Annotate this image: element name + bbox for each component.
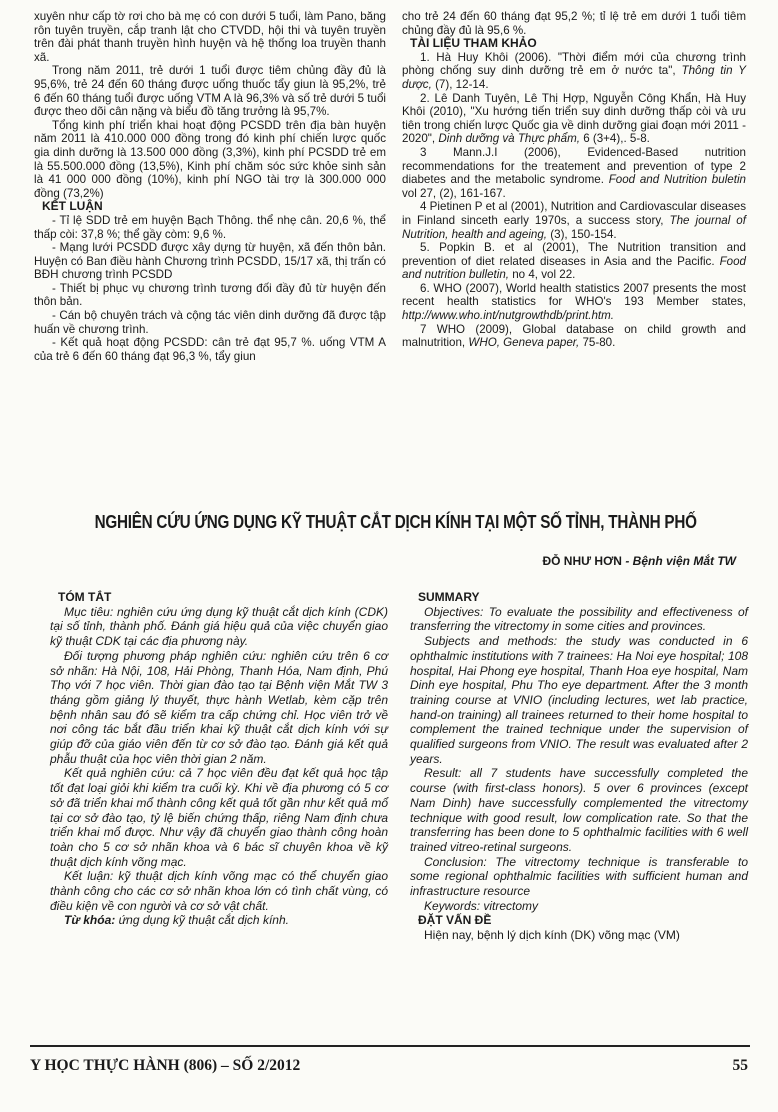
intro-paragraph: Hiện nay, bệnh lý dịch kính (DK) võng mạc (VM) xyxy=(424,928,680,943)
article-title: NGHIÊN CỨU ỨNG DỤNG KỸ THUẬT CẮT DỊCH KÍNH TẠI MỘT SỐ TỈNH, THÀNH PHỐ xyxy=(94,511,697,532)
abstract-paragraph: Objectives: To evaluate the possibility and effectiveness of transferring the vitrectomy in some cities and provinces. xyxy=(410,604,748,634)
abstract-paragraph: Đối tượng phương pháp nghiên cứu: nghiên cứu trên 6 cơ sở nhãn: Hà Nội, 108, Hải Phòng, Thanh Hóa, Nam định, Phú Thọ với 7 học viên. Thời gian đào tạo tại Bệnh viện Mắt TW 3 tháng gồm giảng lý thuyết, thực hành Wetlab, kèm cặp trên bệnh nhân sau đó sẽ kiểm tra cấp chứng chỉ. Học viên trở về nơi công tác bắt đầu triển khai kỹ thuật cắt dịch kính với sự giúp đỡ của giáo viên đến từ cơ sở đào tạo. Đánh giá kết quả phẫu thuật của học viên thời gian 2 năm. xyxy=(50,648,388,766)
footer-divider xyxy=(30,1045,750,1047)
abstract-paragraph: Subjects and methods: the study was conducted in 6 ophthalmic institutions with 7 trainees: Ha Noi eye hospital; 108 hospital, Hai Phong eye hospital, Thanh Hoa eye hospital, Nam Dinh eye hospital, Phu Tho eye department. After the 3 month training course at VNIO (including lectures, wet lab practice, hand-on training) all trainees returned to their home hospital to complement the trained technique under the supervision of qualified surgeons from VNIO. The result was evaluated after 2 years. xyxy=(410,634,748,766)
abstract-paragraph: Result: all 7 students have successfully completed the course (with first-class honors). 5 over 6 provinces (except Nam Dinh) have successfully complemented the vitrectomy technique with good result, low complication rate. So that the transferring has been done to 5 ophthalmic facilities with 6 well trained vitreo-retinal surgeons. xyxy=(410,766,748,854)
reference-link: http://www.who.int/nutgrowthdb/print.htm. xyxy=(402,309,615,323)
top-left-column xyxy=(34,10,386,363)
author-name: ĐỖ NHƯ HƠN xyxy=(542,554,622,568)
reference-item: 1. Hà Huy Khôi (2006). "Thời điểm mới của chương trình phòng chống suy dinh dưỡng trẻ em ở nước ta", Thông tin Y dược, (7), 12-14. xyxy=(402,50,746,91)
conclusion-item: - Thiết bị phục vụ chương trình tương đối đầy đủ từ huyện đến thôn bản. xyxy=(34,281,386,309)
journal-name: Y HỌC THỰC HÀNH (806) – SỐ 2/2012 xyxy=(30,1057,301,1074)
conclusion-item: - Tỉ lệ SDD trẻ em huyện Bạch Thông. thể nhẹ cân. 20,6 %, thể thấp còi: 37,8 %; thể gầy còm: 9,6 %. xyxy=(34,213,386,241)
byline xyxy=(542,554,736,568)
page-number: 55 xyxy=(732,1057,748,1074)
reference-item: 3 Mann.J.I (2006), Evidenced-Based nutrition recommendations for the treatement and prevention of type 2 diabetes and the metabolic syndrome. Food and Nutrition buletin vol 27, (2), 161-167. xyxy=(402,145,746,200)
top-right-column xyxy=(402,10,746,350)
conclusion-item: - Mạng lưới PCSDD được xây dựng từ huyện, xã đến thôn bản. Huyện có Ban điều hành Chương trình PCSDD, 15/17 xã, thị trấn có BĐH chương trình PCSDD xyxy=(34,241,386,282)
conclusion-item: - Kết quả hoạt động PCSDD: cân trẻ đạt 95,7 %. uống VTM A của trẻ 6 đến 60 tháng đạt 96,3 %, tẩy giun xyxy=(34,336,386,363)
section-heading-intro: ĐẶT VẤN ĐỀ xyxy=(418,913,492,928)
author-affiliation: - Bệnh viện Mắt TW xyxy=(625,554,736,568)
keywords: Từ khóa: ứng dụng kỹ thuật cắt dịch kính. xyxy=(64,913,289,928)
reference-item: 7 WHO (2009), Global database on child growth and malnutrition, WHO, Geneva paper, 75-80. xyxy=(402,322,746,350)
reference-item: 4 Pietinen P et al (2001), Nutrition and Cardiovascular diseases in Finland sinceth early 1970s, a success story, The journal of Nutrition, health and ageing, (3), 150-154. xyxy=(402,200,746,241)
paragraph: Tổng kinh phí triển khai hoạt động PCSDD trên địa bàn huyện năm 2011 là 410.000 000 đồng trong đó kinh phí chiến lược quốc gia dinh dưỡng là 13.500 000 đồng (3,3%), kinh phí PCSDD trẻ em là 55.500.000 đồng (13,5%), Kinh phí chăm sóc sức khỏe sinh sản là 41 000 000 đồng (10%), kinh phí NGO tài trợ là 300.000 000 đồng (73,2%) xyxy=(34,118,386,200)
reference-item: 6. WHO (2007), World health statistics 2007 presents the most recent health statistics for WHO's 193 Member states, http://www.who.int/nutgrowthdb/print.htm. xyxy=(402,281,746,323)
abstract-paragraph: Conclusion: The vitrectomy technique is transferable to some regional ophthalmic facilities with sufficient human and infrastructure resource xyxy=(410,854,748,899)
summary-heading: SUMMARY xyxy=(418,590,480,604)
conclusion-item: - Cán bộ chuyên trách và cộng tác viên dinh dưỡng đã được tập huấn về chương trình. xyxy=(34,309,386,336)
paragraph: xuyên như cấp tờ rơi cho bà mẹ có con dưới 5 tuổi, làm Pano, băng rôn tuyên truyền, cắp tranh lật cho CTVDD, hội thi và tuyên truyền trên đài phát thanh truyền hình huyện và hệ thống loa truyền thanh xã. xyxy=(34,10,386,64)
abstract-paragraph: Kết luận: kỹ thuật dịch kính võng mạc có thể chuyển giao thành công cho các cơ sở nhãn khoa lớn có tình chất vùng, có điều kiện về con người và cơ sở vật chất. xyxy=(50,869,388,913)
abstract-vietnamese xyxy=(50,590,388,928)
abstract-heading: TÓM TẮT xyxy=(58,590,112,604)
section-heading-references: TÀI LIỆU THAM KHẢO xyxy=(410,36,537,51)
abstract-paragraph: Mục tiêu: nghiên cứu ứng dụng kỹ thuật cắt dịch kính (CDK) tại số tỉnh, thành phố. Đánh giá hiệu quả của việc chuyển giao kỹ thuật CDK tại các địa phương này. xyxy=(50,604,388,649)
reference-item: 2. Lê Danh Tuyên, Lê Thị Hợp, Nguyễn Công Khẩn, Hà Huy Khôi (2010), "Xu hướng tiến triển suy dinh dưỡng thấp còi và ưu tiên trong chiến lược Quốc gia về dinh dưỡng giai đoạn mới 2011 - 2020", Dinh dưỡng và Thực phẩm, 6 (3+4),. 5-8. xyxy=(402,91,746,146)
keywords: Keywords: vitrectomy xyxy=(424,898,539,913)
paragraph: cho trẻ 24 đến 60 tháng đạt 95,2 %; tỉ lệ trẻ em dưới 1 tuổi tiêm chủng đầy đủ là 95,6 %. xyxy=(402,10,746,37)
section-heading-ket-luan: KẾT LUẬN xyxy=(42,199,103,214)
paragraph: Trong năm 2011, trẻ dưới 1 tuổi được tiêm chủng đầy đủ là 95,6%, trẻ 24 đến 60 tháng được uống thuốc tẩy giun là 95,2%, trẻ 6 đến 60 tháng tuổi được uống VTM A là 96,3% và số trẻ dưới 5 tuổi được theo dõi cân nặng và biểu đồ tăng trưởng là 95,7%. xyxy=(34,64,386,119)
abstract-paragraph: Kết quả nghiên cứu: cả 7 học viên đều đạt kết quả học tập tốt đạt loại giỏi khi kiểm tra cuối kỳ. Khi về địa phương có 5 cơ sở đã triển khai mổ thành công kết quả tốt gần như kết quả mổ tại cơ sở đào tạo, tỷ lệ biến chứng thấp, riêng Nam định chưa triển khai mổ được. Như vậy đã chuyển giao thành công hoàn toàn cho 5 cơ sở nhãn khoa và 6 bác sĩ chuyên khoa về kỹ thuật dịch kính võng mạc. xyxy=(50,766,388,869)
abstract-english xyxy=(410,590,748,943)
reference-item: 5. Popkin B. et al (2001), The Nutrition transition and prevention of diet related diseases in Asia and the Pacific. Food and nutrition bulletin, no 4, vol 22. xyxy=(402,241,746,282)
